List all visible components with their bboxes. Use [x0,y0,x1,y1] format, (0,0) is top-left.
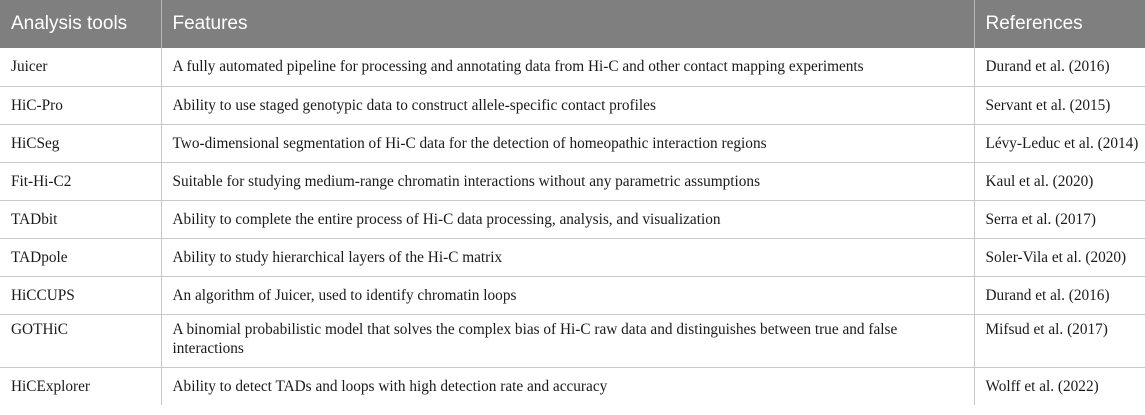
header-row [0,0,1145,48]
table-row [0,238,1145,276]
table-row [0,48,1145,86]
tool-name: Fit-Hi-C2 [0,162,161,200]
tool-feature: An algorithm of Juicer, used to identify chromatin loops [161,276,974,314]
tool-feature: A fully automated pipeline for processing and annotating data from Hi-C and other contact mapping experiments [161,48,974,86]
tool-reference: Wolff et al. (2022) [985,377,1099,395]
tool-reference: Durand et al. (2016) [974,276,1145,314]
tool-feature: Ability to use staged genotypic data to construct allele-specific contact profiles [161,86,974,124]
tool-reference: Kaul et al. (2020) [974,162,1145,200]
tool-name: Juicer [0,48,161,86]
tool-feature: Ability to detect TADs and loops with high detection rate and accuracy [161,367,974,405]
tool-name: TADpole [0,238,161,276]
table-row [0,200,1145,238]
tool-name: HiCExplorer [0,367,161,405]
tool-name: HiCCUPS [0,276,161,314]
header-features: Features [161,0,974,48]
tool-feature: Suitable for studying medium-range chromatin interactions without any parametric assumptions [161,162,974,200]
table-body [0,48,1145,405]
tool-reference: Soler-Vila et al. (2020) [974,238,1145,276]
header-references: References [974,0,1145,48]
tool-feature: Ability to study hierarchical layers of the Hi-C matrix [161,238,974,276]
tool-feature: A binomial probabilistic model that solves the complex bias of Hi-C raw data and distinguishes between true and false interactions [161,314,974,367]
table-row [0,314,1145,367]
tool-feature: Two-dimensional segmentation of Hi-C data for the detection of homeopathic interaction regions [161,124,974,162]
tool-name: HiC-Pro [0,86,161,124]
tool-name: TADbit [0,200,161,238]
tool-reference: Lévy-Leduc et al. (2014) [974,124,1145,162]
table-row [0,367,1145,405]
table-row [0,162,1145,200]
tool-name: GOTHiC [0,314,161,367]
table-header [0,0,1145,48]
tool-reference: Serra et al. (2017) [974,200,1145,238]
tool-reference: Mifsud et al. (2017) [974,314,1145,367]
table-row [0,86,1145,124]
table-row [0,124,1145,162]
tool-name: HiCSeg [0,124,161,162]
table-row [0,276,1145,314]
header-analysis-tools: Analysis tools [0,0,161,48]
tool-feature: Ability to complete the entire process of Hi-C data processing, analysis, and visualization [161,200,974,238]
tool-reference: Servant et al. (2015) [974,86,1145,124]
tool-reference: Durand et al. (2016) [974,48,1145,86]
